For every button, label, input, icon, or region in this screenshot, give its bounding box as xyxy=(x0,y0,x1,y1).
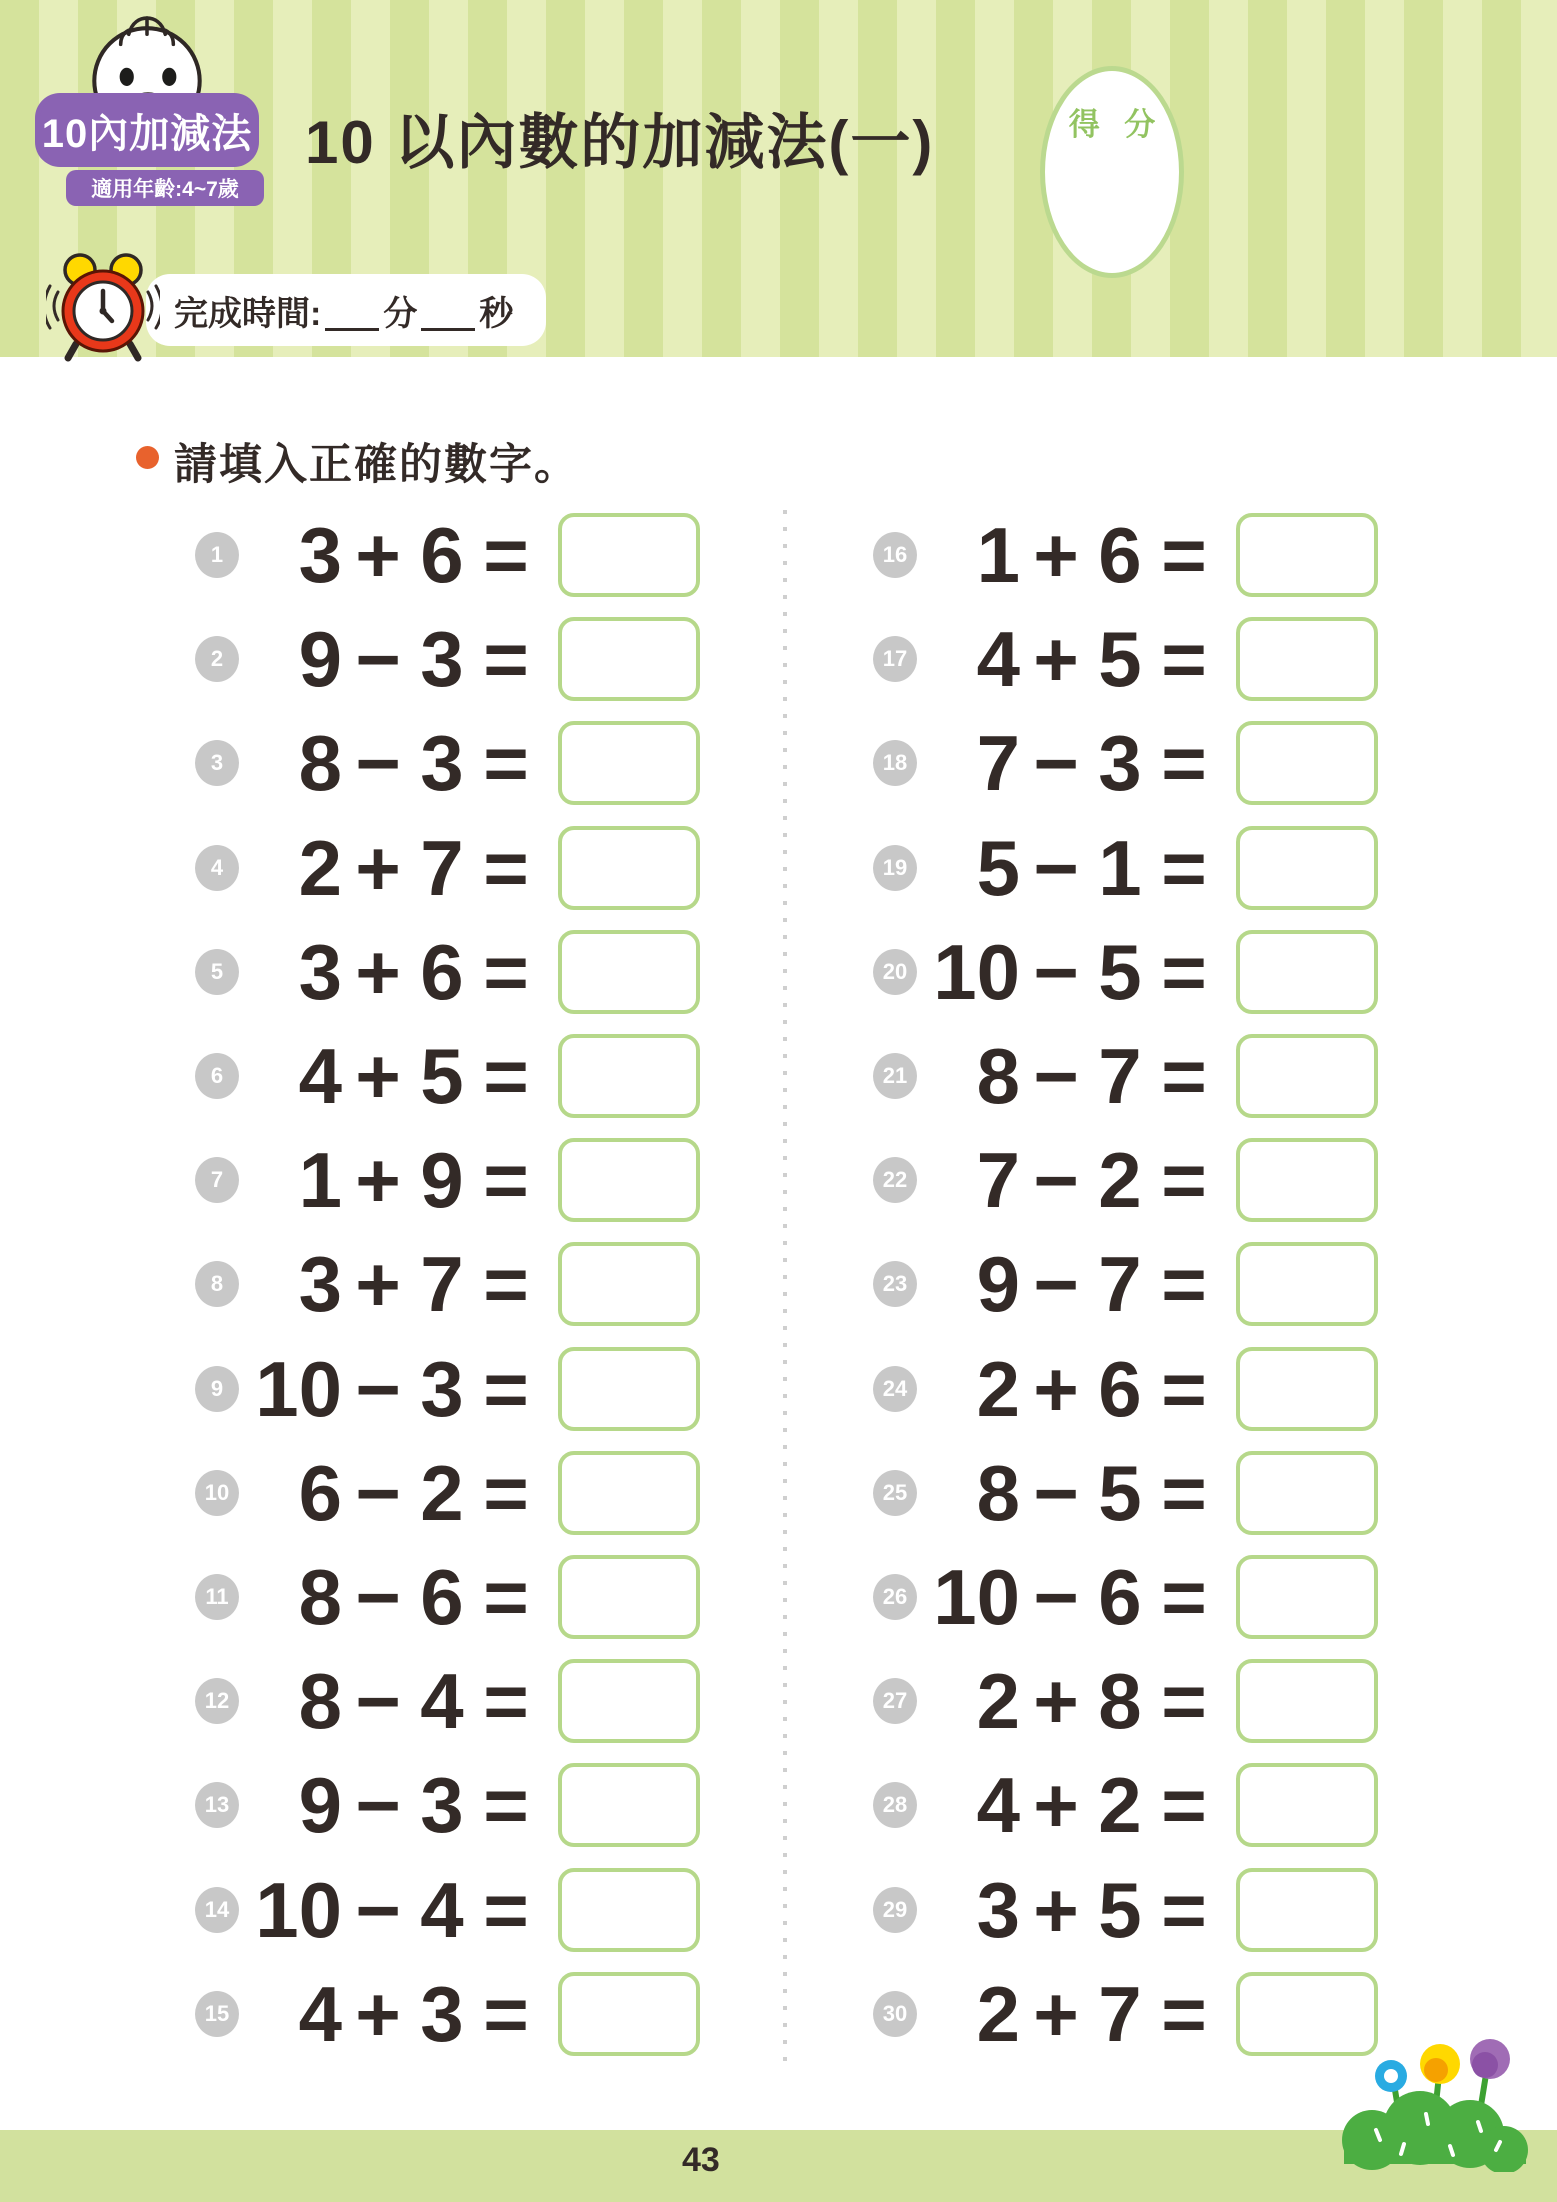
problem-row xyxy=(873,1545,1393,1649)
operand-1: 9 xyxy=(298,615,342,704)
answer-box[interactable] xyxy=(1236,513,1378,597)
operand-2: 3 xyxy=(420,719,464,808)
problem-number-badge: 2 xyxy=(195,636,239,682)
answer-box[interactable] xyxy=(1236,1138,1378,1222)
problem-row xyxy=(873,1962,1393,2066)
operand-2: 5 xyxy=(1098,1865,1142,1954)
problem-row xyxy=(873,711,1393,815)
answer-box[interactable] xyxy=(1236,930,1378,1014)
problem-number-badge: 7 xyxy=(195,1157,239,1203)
equals-sign: = xyxy=(483,1136,529,1225)
problem-number-badge: 5 xyxy=(195,949,239,995)
problem-row xyxy=(195,1128,715,1232)
operator: − xyxy=(1033,1032,1079,1121)
problem-row xyxy=(195,711,715,815)
answer-box[interactable] xyxy=(558,1451,700,1535)
equals-sign: = xyxy=(1161,1761,1207,1850)
operand-1: 9 xyxy=(976,1240,1020,1329)
equals-sign: = xyxy=(1161,1240,1207,1329)
operand-2: 6 xyxy=(1098,1552,1142,1641)
equals-sign: = xyxy=(483,1969,529,2058)
operand-2: 6 xyxy=(1098,511,1142,600)
problem-number-badge: 9 xyxy=(195,1366,239,1412)
problem-row xyxy=(873,816,1393,920)
answer-box[interactable] xyxy=(1236,1034,1378,1118)
answer-box[interactable] xyxy=(558,721,700,805)
problem-row xyxy=(873,607,1393,711)
problem-row xyxy=(195,607,715,711)
operand-2: 3 xyxy=(1098,719,1142,808)
operator: − xyxy=(355,719,401,808)
answer-box[interactable] xyxy=(1236,617,1378,701)
operator: + xyxy=(1033,1865,1079,1954)
operand-1: 6 xyxy=(298,1448,342,1537)
seconds-blank[interactable] xyxy=(421,290,475,331)
problem-row xyxy=(195,1649,715,1753)
operand-1: 4 xyxy=(298,1032,342,1121)
operand-1: 9 xyxy=(298,1761,342,1850)
operand-1: 1 xyxy=(298,1136,342,1225)
operator: + xyxy=(355,1969,401,2058)
operator: − xyxy=(1033,1136,1079,1225)
operand-2: 8 xyxy=(1098,1657,1142,1746)
equals-sign: = xyxy=(483,615,529,704)
operand-1: 8 xyxy=(976,1032,1020,1121)
operand-1: 1 xyxy=(976,511,1020,600)
problem-row xyxy=(195,1857,715,1961)
operand-2: 2 xyxy=(1098,1761,1142,1850)
answer-box[interactable] xyxy=(1236,1868,1378,1952)
operand-2: 7 xyxy=(1098,1240,1142,1329)
equals-sign: = xyxy=(483,1761,529,1850)
problems-column-left xyxy=(195,503,715,2066)
operand-2: 4 xyxy=(420,1657,464,1746)
operand-2: 3 xyxy=(420,1969,464,2058)
answer-box[interactable] xyxy=(558,617,700,701)
answer-box[interactable] xyxy=(558,1138,700,1222)
problem-row xyxy=(873,1337,1393,1441)
operand-2: 6 xyxy=(420,1552,464,1641)
answer-box[interactable] xyxy=(558,513,700,597)
page-title: 10 以內數的加減法(一) xyxy=(305,109,935,176)
operator: − xyxy=(1033,927,1079,1016)
operator: − xyxy=(355,1761,401,1850)
operand-1: 8 xyxy=(976,1448,1020,1537)
problem-number-badge: 14 xyxy=(195,1887,239,1933)
operator: − xyxy=(1033,719,1079,808)
problem-number-badge: 4 xyxy=(195,845,239,891)
operand-2: 1 xyxy=(1098,823,1142,912)
answer-box[interactable] xyxy=(1236,1555,1378,1639)
instruction-bullet xyxy=(136,446,159,469)
problem-row xyxy=(195,1962,715,2066)
equals-sign: = xyxy=(1161,719,1207,808)
operand-1: 8 xyxy=(298,719,342,808)
answer-box[interactable] xyxy=(1236,1451,1378,1535)
answer-box[interactable] xyxy=(558,1242,700,1326)
operand-2: 6 xyxy=(1098,1344,1142,1433)
problem-number-badge: 22 xyxy=(873,1157,917,1203)
equals-sign: = xyxy=(1161,1969,1207,2058)
operand-1: 4 xyxy=(976,1761,1020,1850)
operator: − xyxy=(355,615,401,704)
problem-number-badge: 11 xyxy=(195,1574,239,1620)
operator: + xyxy=(1033,615,1079,704)
problem-number-badge: 30 xyxy=(873,1991,917,2037)
answer-box[interactable] xyxy=(558,1972,700,2056)
problem-row xyxy=(873,1441,1393,1545)
problem-row xyxy=(873,1232,1393,1336)
operator: − xyxy=(355,1552,401,1641)
answer-box[interactable] xyxy=(1236,721,1378,805)
answer-box[interactable] xyxy=(558,1555,700,1639)
score-label: 得 分 xyxy=(1068,107,1164,142)
operand-1: 2 xyxy=(976,1969,1020,2058)
age-range-badge xyxy=(66,170,264,206)
operand-1: 10 xyxy=(933,1552,1020,1641)
answer-box[interactable] xyxy=(1236,826,1378,910)
problem-number-badge: 28 xyxy=(873,1782,917,1828)
problem-row xyxy=(873,1649,1393,1753)
problem-number-badge: 12 xyxy=(195,1678,239,1724)
equals-sign: = xyxy=(483,1344,529,1433)
problem-number-badge: 1 xyxy=(195,532,239,578)
operand-2: 2 xyxy=(1098,1136,1142,1225)
seconds-label: 秒 xyxy=(479,294,514,333)
operand-2: 7 xyxy=(1098,1032,1142,1121)
operator: + xyxy=(1033,511,1079,600)
problem-number-badge: 20 xyxy=(873,949,917,995)
page-number: 43 xyxy=(682,2141,720,2179)
operand-1: 5 xyxy=(976,823,1020,912)
operand-2: 6 xyxy=(420,511,464,600)
problem-number-badge: 16 xyxy=(873,532,917,578)
operand-2: 3 xyxy=(420,1761,464,1850)
problem-number-badge: 24 xyxy=(873,1366,917,1412)
equals-sign: = xyxy=(1161,1865,1207,1954)
operand-2: 7 xyxy=(1098,1969,1142,2058)
problem-row xyxy=(195,1337,715,1441)
operand-1: 2 xyxy=(298,823,342,912)
problem-number-badge: 10 xyxy=(195,1470,239,1516)
operator: + xyxy=(355,823,401,912)
problem-row xyxy=(873,1857,1393,1961)
operand-2: 7 xyxy=(420,823,464,912)
answer-box[interactable] xyxy=(558,1659,700,1743)
equals-sign: = xyxy=(483,927,529,1016)
operator: + xyxy=(355,1240,401,1329)
operand-2: 5 xyxy=(1098,1448,1142,1537)
problem-row xyxy=(195,503,715,607)
operator: − xyxy=(355,1344,401,1433)
problem-number-badge: 15 xyxy=(195,1991,239,2037)
problem-number-badge: 23 xyxy=(873,1261,917,1307)
operand-1: 3 xyxy=(298,1240,342,1329)
answer-box[interactable] xyxy=(1236,1659,1378,1743)
series-badge-label: 10內加減法 xyxy=(41,111,253,156)
operand-1: 3 xyxy=(298,927,342,1016)
operator: − xyxy=(355,1865,401,1954)
operand-1: 4 xyxy=(976,615,1020,704)
operator: + xyxy=(355,1032,401,1121)
answer-box[interactable] xyxy=(1236,1347,1378,1431)
problem-row xyxy=(195,1024,715,1128)
operand-1: 10 xyxy=(255,1344,342,1433)
problem-row xyxy=(195,1545,715,1649)
answer-box[interactable] xyxy=(558,1868,700,1952)
problem-number-badge: 6 xyxy=(195,1053,239,1099)
answer-box[interactable] xyxy=(558,1347,700,1431)
answer-box[interactable] xyxy=(1236,1763,1378,1847)
answer-box[interactable] xyxy=(558,930,700,1014)
minutes-blank[interactable] xyxy=(325,290,379,331)
column-divider xyxy=(783,510,787,2065)
equals-sign: = xyxy=(483,1032,529,1121)
problem-row xyxy=(195,1232,715,1336)
alarm-clock-icon xyxy=(46,248,160,364)
problem-number-badge: 27 xyxy=(873,1678,917,1724)
equals-sign: = xyxy=(483,1448,529,1537)
operator: + xyxy=(355,927,401,1016)
answer-box[interactable] xyxy=(558,1763,700,1847)
equals-sign: = xyxy=(483,823,529,912)
equals-sign: = xyxy=(1161,1448,1207,1537)
completion-time-label: 完成時間: xyxy=(174,294,322,333)
problem-number-badge: 26 xyxy=(873,1574,917,1620)
equals-sign: = xyxy=(1161,823,1207,912)
problem-number-badge: 18 xyxy=(873,740,917,786)
equals-sign: = xyxy=(1161,1344,1207,1433)
operand-2: 2 xyxy=(420,1448,464,1537)
operator: − xyxy=(1033,823,1079,912)
operand-1: 3 xyxy=(976,1865,1020,1954)
problem-number-badge: 19 xyxy=(873,845,917,891)
problem-number-badge: 3 xyxy=(195,740,239,786)
operand-2: 6 xyxy=(420,927,464,1016)
problem-row xyxy=(195,920,715,1024)
instruction-text: 請填入正確的數字。 xyxy=(174,441,579,489)
operand-2: 9 xyxy=(420,1136,464,1225)
answer-box[interactable] xyxy=(558,826,700,910)
operator: + xyxy=(1033,1344,1079,1433)
problem-number-badge: 17 xyxy=(873,636,917,682)
operator: + xyxy=(355,511,401,600)
answer-box[interactable] xyxy=(1236,1242,1378,1326)
operand-1: 7 xyxy=(976,719,1020,808)
problems-column-right xyxy=(873,503,1393,2066)
problem-number-badge: 29 xyxy=(873,1887,917,1933)
operand-2: 3 xyxy=(420,1344,464,1433)
equals-sign: = xyxy=(1161,615,1207,704)
operand-1: 7 xyxy=(976,1136,1020,1225)
operator: − xyxy=(355,1448,401,1537)
equals-sign: = xyxy=(1161,511,1207,600)
operator: − xyxy=(1033,1552,1079,1641)
operand-1: 10 xyxy=(933,927,1020,1016)
operator: − xyxy=(1033,1448,1079,1537)
operand-1: 8 xyxy=(298,1552,342,1641)
equals-sign: = xyxy=(1161,1552,1207,1641)
operand-2: 7 xyxy=(420,1240,464,1329)
operator: + xyxy=(1033,1761,1079,1850)
operand-2: 4 xyxy=(420,1865,464,1954)
completion-time-bar xyxy=(146,274,546,346)
equals-sign: = xyxy=(483,1657,529,1746)
score-circle[interactable] xyxy=(1040,66,1184,278)
operand-1: 8 xyxy=(298,1657,342,1746)
operand-2: 5 xyxy=(420,1032,464,1121)
problem-row xyxy=(195,1441,715,1545)
operand-1: 10 xyxy=(255,1865,342,1954)
operand-1: 2 xyxy=(976,1344,1020,1433)
problem-row xyxy=(873,1128,1393,1232)
operand-2: 5 xyxy=(1098,615,1142,704)
operator: + xyxy=(355,1136,401,1225)
equals-sign: = xyxy=(1161,1657,1207,1746)
problem-number-badge: 25 xyxy=(873,1470,917,1516)
operand-1: 3 xyxy=(298,511,342,600)
equals-sign: = xyxy=(1161,1032,1207,1121)
operand-1: 2 xyxy=(976,1657,1020,1746)
problem-number-badge: 21 xyxy=(873,1053,917,1099)
equals-sign: = xyxy=(1161,1136,1207,1225)
problem-row xyxy=(873,1753,1393,1857)
header-banner xyxy=(0,0,1557,357)
age-range-label: 適用年齡:4~7歲 xyxy=(91,178,239,201)
bush-flowers-icon xyxy=(1338,2012,1532,2172)
equals-sign: = xyxy=(483,511,529,600)
equals-sign: = xyxy=(483,1865,529,1954)
equals-sign: = xyxy=(1161,927,1207,1016)
problem-row xyxy=(873,503,1393,607)
minutes-label: 分 xyxy=(383,294,418,333)
bottom-bar xyxy=(0,2130,1557,2202)
operand-1: 4 xyxy=(298,1969,342,2058)
problem-number-badge: 8 xyxy=(195,1261,239,1307)
answer-box[interactable] xyxy=(558,1034,700,1118)
series-badge xyxy=(40,98,254,162)
equals-sign: = xyxy=(483,1552,529,1641)
operator: + xyxy=(1033,1657,1079,1746)
problem-row xyxy=(195,1753,715,1857)
equals-sign: = xyxy=(483,1240,529,1329)
operator: − xyxy=(1033,1240,1079,1329)
problem-number-badge: 13 xyxy=(195,1782,239,1828)
equals-sign: = xyxy=(483,719,529,808)
problem-row xyxy=(873,1024,1393,1128)
operator: − xyxy=(355,1657,401,1746)
operand-2: 3 xyxy=(420,615,464,704)
problem-row xyxy=(195,816,715,920)
problem-row xyxy=(873,920,1393,1024)
operator: + xyxy=(1033,1969,1079,2058)
operand-2: 5 xyxy=(1098,927,1142,1016)
